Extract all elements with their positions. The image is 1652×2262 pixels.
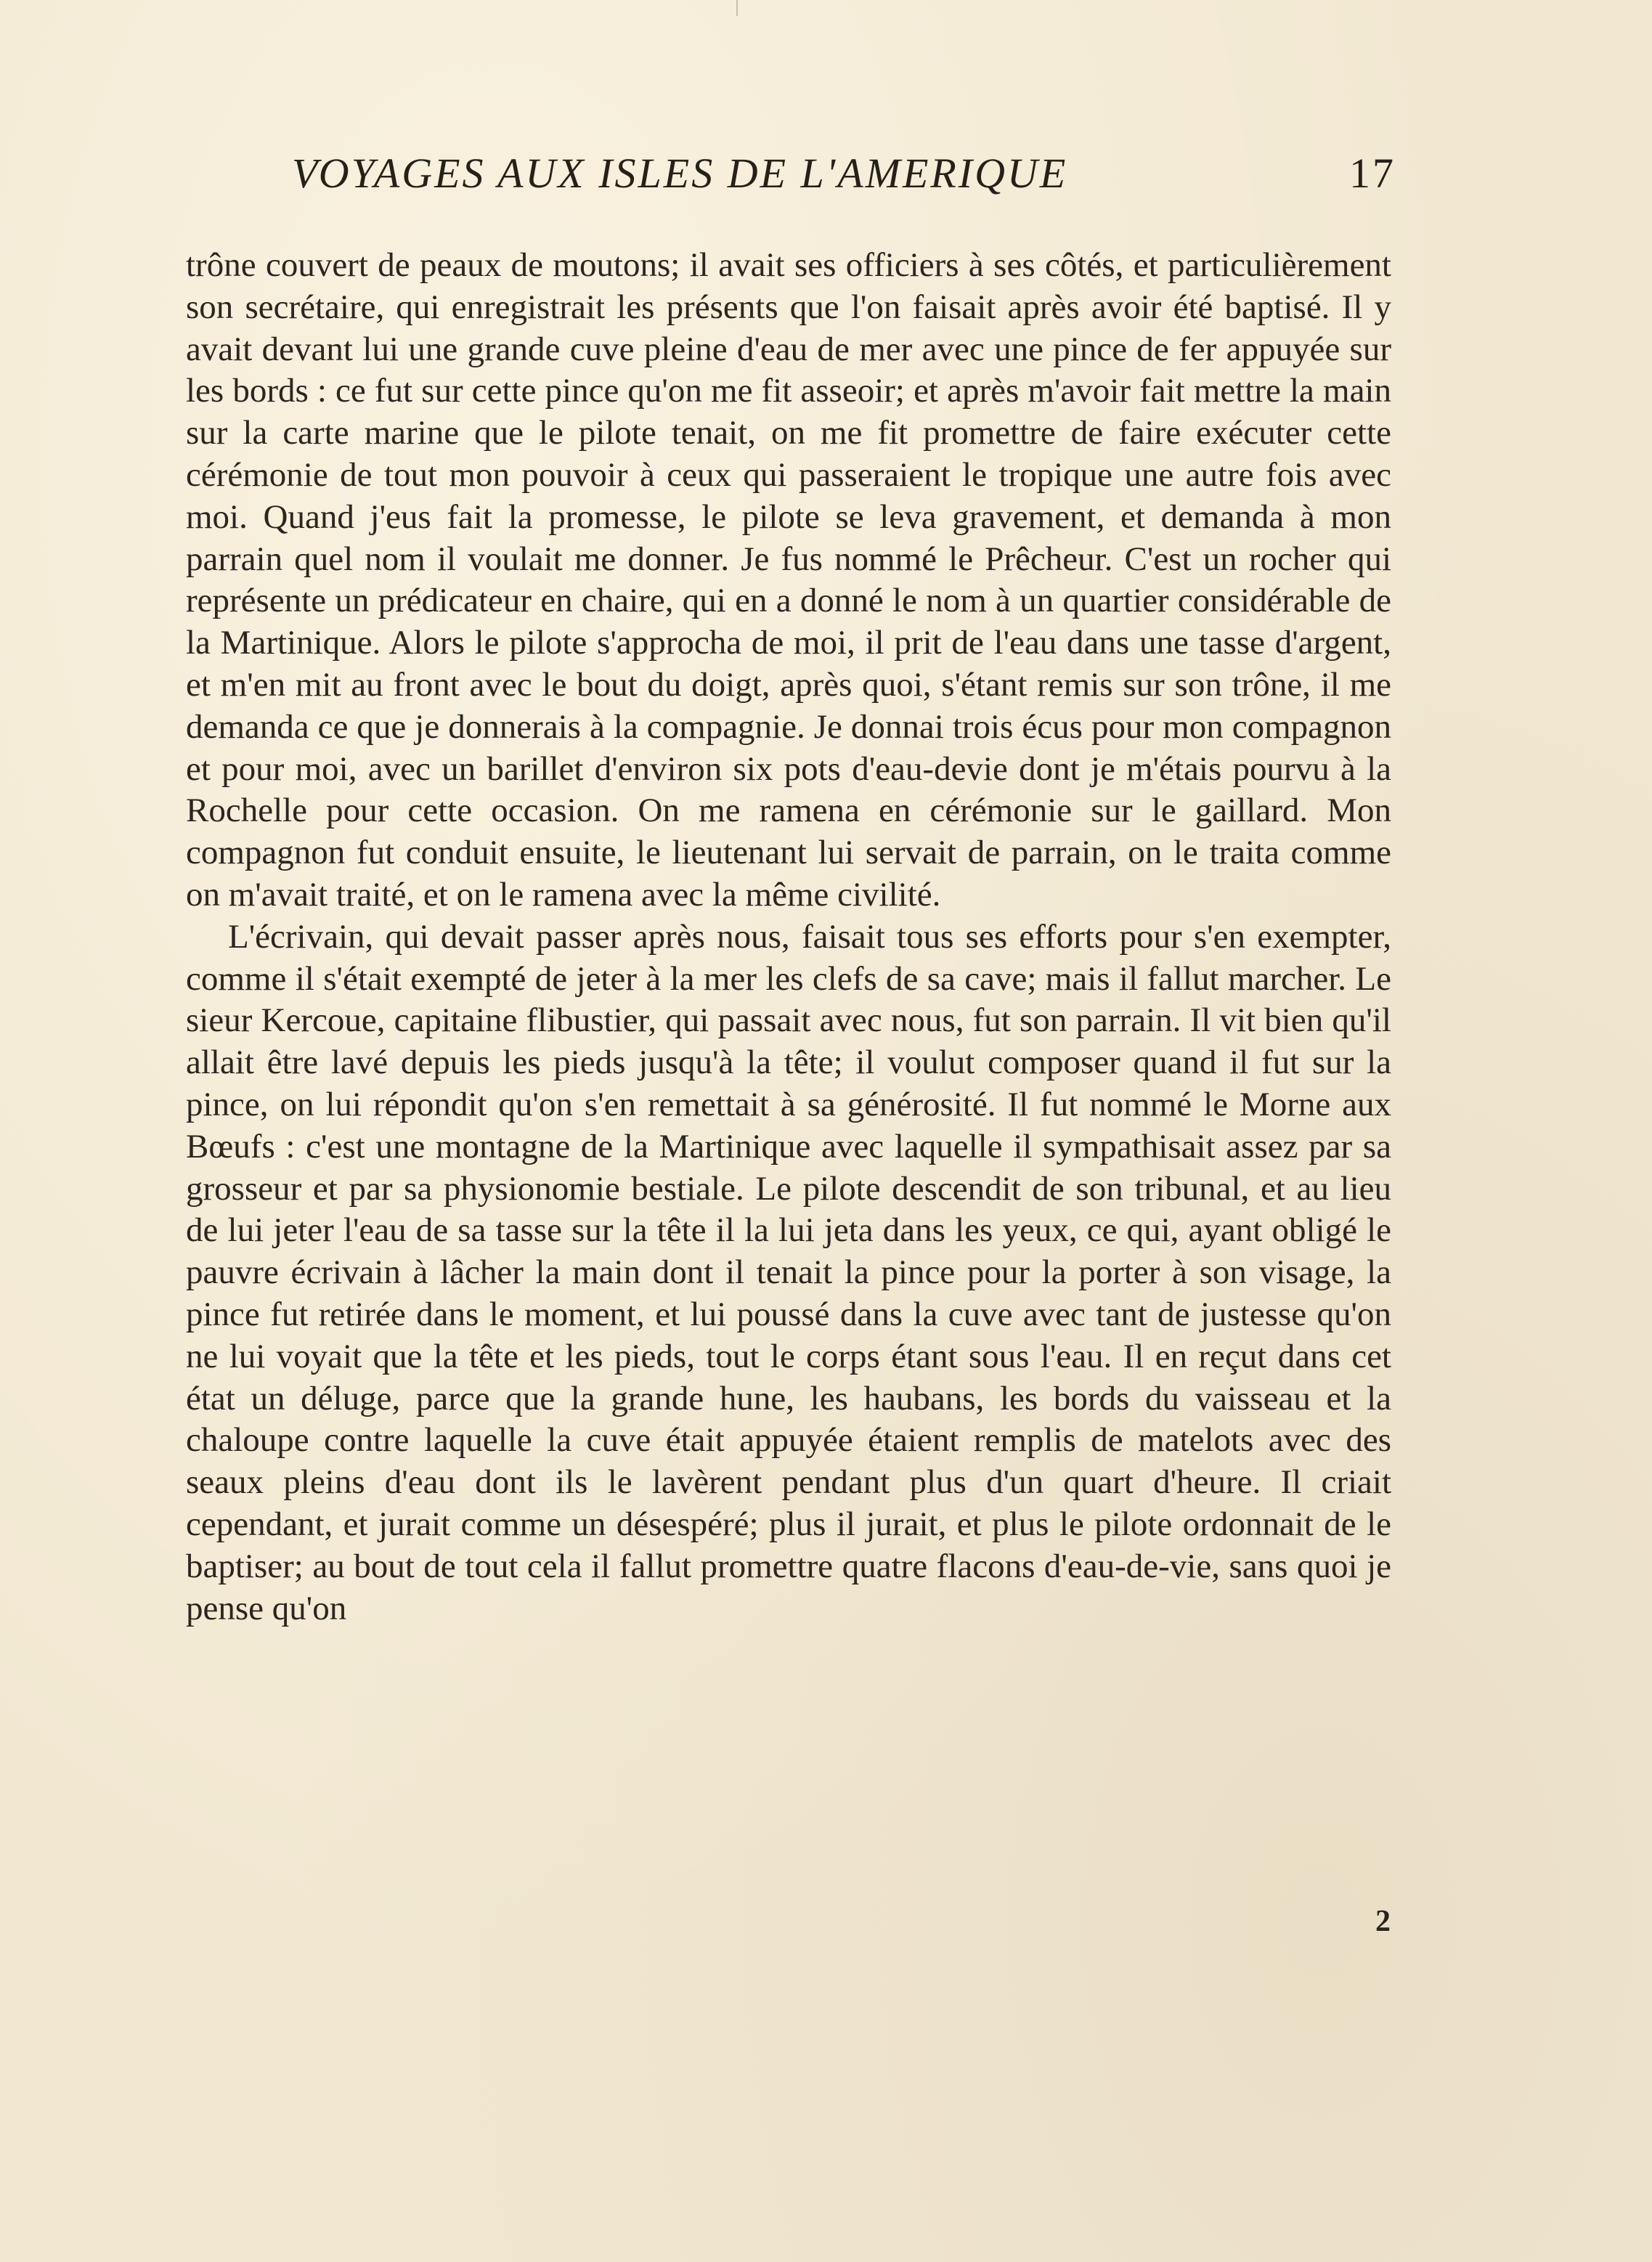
gutter-mark [736, 0, 738, 16]
running-head [292, 149, 1396, 214]
body-text [186, 245, 1391, 1630]
page-number: 17 [1349, 150, 1396, 197]
running-head-title: VOYAGES AUX ISLES DE L'AMERIQUE [292, 150, 1068, 197]
paragraph-1: trône couvert de peaux de moutons; il avait ses officiers à ses côtés, et particulièrement son secrétaire, qui enregistrait les présents que l'on faisait après avoir été baptisé. Il y avait devant lui une grande cuve pleine d'eau de mer avec une pince de fer appuyée sur les bords : ce fut sur cette pince qu'on me fit asseoir; et après m'avoir fait mettre la main sur la carte marine que le pilote tenait, on me fit promettre de faire exécuter cette cérémonie de tout mon pouvoir à ceux qui passeraient le tropique une autre fois avec moi. Quand j'eus fait la promesse, le pilote se leva gravement, et demanda à mon parrain quel nom il voulait me donner. Je fus nommé le Prêcheur. C'est un rocher qui représente un prédicateur en chaire, qui en a donné le nom à un quartier considérable de la Martinique. Alors le pilote s'approcha de moi, il prit de l'eau dans une tasse d'argent, et m'en mit au front avec le bout du doigt, après quoi, s'étant remis sur son trône, il me demanda ce que je donnerais à la compagnie. Je donnai trois écus pour mon compagnon et pour moi, avec un barillet d'environ six pots d'eau-devie dont je m'étais pourvu à la Rochelle pour cette occasion. On me ramena en cérémonie sur le gaillard. Mon compagnon fut conduit ensuite, le lieutenant lui servait de parrain, on le traita comme on m'avait traité, et on le ramena avec la même civilité. [186, 246, 1391, 914]
signature-mark: 2 [1375, 1905, 1391, 1938]
paragraph-2: L'écrivain, qui devait passer après nous, faisait tous ses efforts pour s'en exempter, comme il s'était exempté de jeter à la mer les clefs de sa cave; mais il fallut marcher. Le sieur Kercoue, capitaine flibustier, qui passait avec nous, fut son parrain. Il vit bien qu'il allait être lavé depuis les pieds jusqu'à la tête; il voulut composer quand il fut sur la pince, on lui répondit qu'on s'en remettait à sa générosité. Il fut nommé le Morne aux Bœufs : c'est une montagne de la Martinique avec laquelle il sympathisait assez par sa grosseur et par sa physionomie bestiale. Le pilote descendit de son tribunal, et au lieu de lui jeter l'eau de sa tasse sur la tête il la lui jeta dans les yeux, ce qui, ayant obligé le pauvre écrivain à lâcher la main dont il tenait la pince pour la porter à son visage, la pince fut retirée dans le moment, et lui poussé dans la cuve avec tant de justesse qu'on ne lui voyait que la tête et les pieds, tout le corps étant sous l'eau. Il en reçut dans cet état un déluge, parce que la grande hune, les haubans, les bords du vaisseau et la chaloupe contre laquelle la cuve était appuyée étaient remplis de matelots avec des seaux pleins d'eau dont ils le lavèrent pendant plus d'un quart d'heure. Il criait cependant, et jurait comme un désespéré; plus il jurait, et plus le pilote ordonnait de le baptiser; au bout de tout cela il fallut promettre quatre flacons d'eau-de-vie, sans quoi je pense qu'on [186, 917, 1391, 1627]
